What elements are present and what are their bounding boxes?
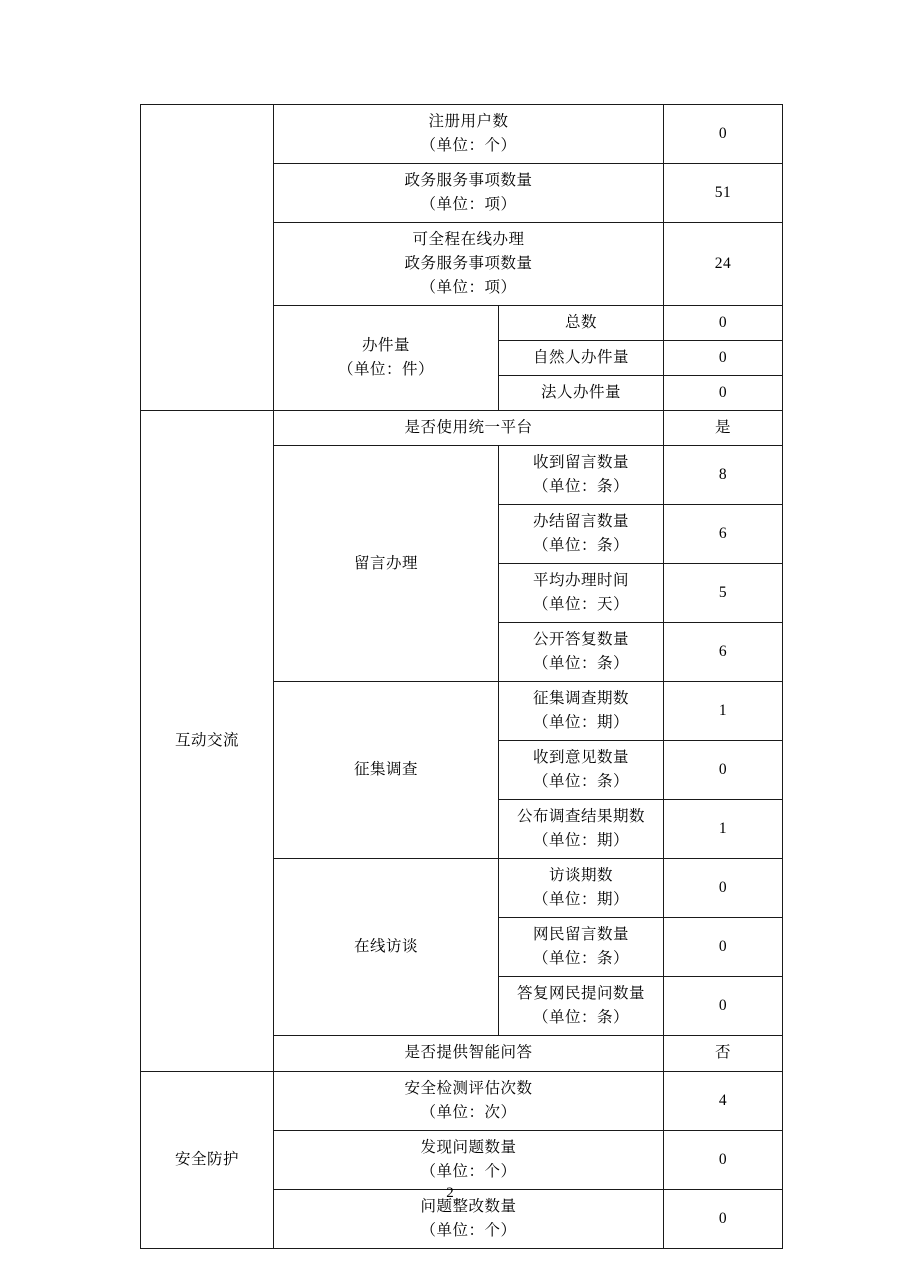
row-value: 51 bbox=[664, 164, 783, 223]
row-value: 0 bbox=[664, 1189, 783, 1248]
sub-row-value: 0 bbox=[664, 741, 783, 800]
page-number: 2 bbox=[446, 1185, 454, 1201]
sub-row-value: 0 bbox=[664, 859, 783, 918]
category-cell-continued bbox=[141, 105, 274, 411]
sub-row-label: 网民留言数量 （单位：条） bbox=[499, 918, 664, 977]
sub-row-label: 法人办件量 bbox=[499, 376, 664, 411]
row-label: 征集调查 bbox=[274, 682, 499, 859]
sub-row-value: 0 bbox=[664, 306, 783, 341]
sub-row-label: 征集调查期数 （单位：期） bbox=[499, 682, 664, 741]
sub-row-label: 自然人办件量 bbox=[499, 341, 664, 376]
sub-row-label: 总数 bbox=[499, 306, 664, 341]
category-cell-interaction: 互动交流 bbox=[141, 411, 274, 1071]
row-label: 政务服务事项数量 （单位：项） bbox=[274, 164, 664, 223]
row-label: 发现问题数量 （单位：个） bbox=[274, 1130, 664, 1189]
row-label: 是否提供智能问答 bbox=[274, 1036, 664, 1071]
row-label: 是否使用统一平台 bbox=[274, 411, 664, 446]
sub-row-label: 收到留言数量 （单位：条） bbox=[499, 446, 664, 505]
sub-row-label: 公布调查结果期数 （单位：期） bbox=[499, 800, 664, 859]
category-cell-security: 安全防护 bbox=[141, 1071, 274, 1248]
row-value: 4 bbox=[664, 1071, 783, 1130]
sub-row-value: 8 bbox=[664, 446, 783, 505]
row-label: 注册用户数 （单位：个） bbox=[274, 105, 664, 164]
sub-row-value: 0 bbox=[664, 977, 783, 1036]
row-value: 24 bbox=[664, 223, 783, 306]
row-value: 0 bbox=[664, 105, 783, 164]
sub-row-value: 6 bbox=[664, 623, 783, 682]
sub-row-label: 平均办理时间 （单位：天） bbox=[499, 564, 664, 623]
sub-row-value: 6 bbox=[664, 505, 783, 564]
table-row bbox=[141, 411, 783, 446]
row-label: 可全程在线办理 政务服务事项数量 （单位：项） bbox=[274, 223, 664, 306]
sub-row-label: 办结留言数量 （单位：条） bbox=[499, 505, 664, 564]
sub-row-value: 0 bbox=[664, 341, 783, 376]
sub-row-label: 收到意见数量 （单位：条） bbox=[499, 741, 664, 800]
row-label: 留言办理 bbox=[274, 446, 499, 682]
row-label: 办件量 （单位：件） bbox=[274, 306, 499, 411]
row-value: 0 bbox=[664, 1130, 783, 1189]
row-label: 在线访谈 bbox=[274, 859, 499, 1036]
row-label: 安全检测评估次数 （单位：次） bbox=[274, 1071, 664, 1130]
sub-row-value: 0 bbox=[664, 918, 783, 977]
row-value: 否 bbox=[664, 1036, 783, 1071]
sub-row-value: 1 bbox=[664, 682, 783, 741]
table-row bbox=[141, 105, 783, 164]
annual-report-table bbox=[140, 104, 783, 1249]
row-value: 是 bbox=[664, 411, 783, 446]
sub-row-value: 1 bbox=[664, 800, 783, 859]
sub-row-value: 5 bbox=[664, 564, 783, 623]
table-row bbox=[141, 1071, 783, 1130]
row-label: 问题整改数量 （单位：个） bbox=[274, 1189, 664, 1248]
sub-row-value: 0 bbox=[664, 376, 783, 411]
sub-row-label: 答复网民提问数量 （单位：条） bbox=[499, 977, 664, 1036]
sub-row-label: 访谈期数 （单位：期） bbox=[499, 859, 664, 918]
sub-row-label: 公开答复数量 （单位：条） bbox=[499, 623, 664, 682]
